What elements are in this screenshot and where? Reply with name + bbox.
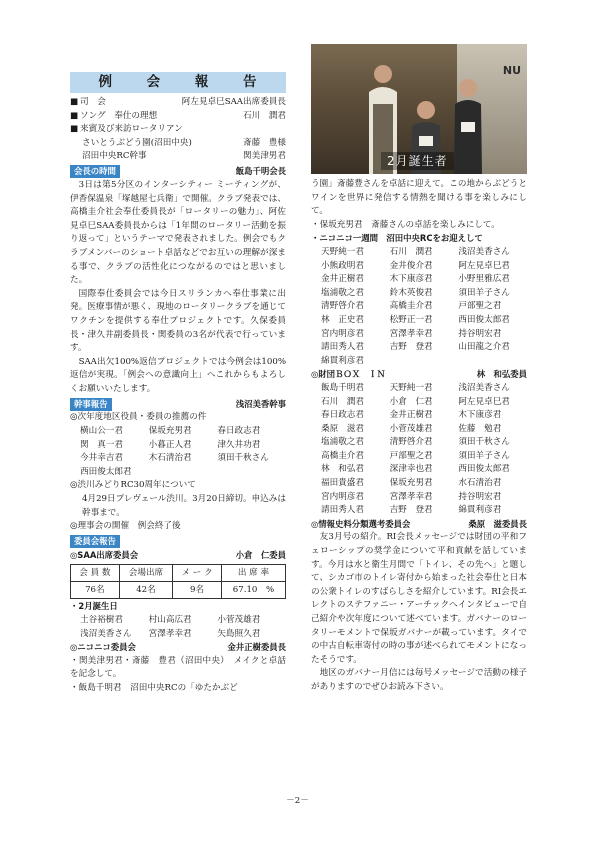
member-name: 小菅茂雄君 <box>217 615 261 625</box>
member-name: 横山公一君 <box>80 426 123 437</box>
member-name: 須田羊子さん <box>458 287 510 298</box>
member-name: 清野啓介君 <box>389 437 433 448</box>
history-title: ◎情報史料分類選考委員会 <box>311 518 411 529</box>
member-name: 塩浦敬之君 <box>321 437 364 448</box>
member-name: 石川 潤君 <box>321 396 364 407</box>
member-name: 春日政志君 <box>217 426 261 437</box>
saa-row <box>70 549 286 563</box>
member-name: 林 正史君 <box>321 314 364 325</box>
member-name: 土谷裕樹君 <box>80 615 123 625</box>
role-row <box>70 96 286 110</box>
role-label: ソング 奉仕の理想 <box>80 110 158 121</box>
member-name: 小菅茂雄君 <box>389 423 433 434</box>
member-name: 持谷明宏君 <box>458 328 502 339</box>
box-title: ◎財団ＢＯＸ ＩＮ <box>311 369 386 380</box>
attendance-value-row <box>71 582 286 599</box>
member-name: 清野啓介君 <box>321 301 364 312</box>
birthday-people-grid <box>70 614 286 641</box>
member-name: 関 真一君 <box>80 439 123 450</box>
secretary-item3-title: ◎理事会の開催 例会終了後 <box>70 521 181 532</box>
guest-affiliation: さいとうぶどう園(沼田中央) <box>82 137 192 148</box>
committee-badge: 委員会報告 <box>70 535 120 548</box>
role-label: 司 会 <box>80 97 106 107</box>
member-name: 宮内明彦君 <box>321 491 364 502</box>
member-name: 小倉 仁君 <box>389 396 433 407</box>
member-name: 鈴木英俊君 <box>389 287 433 298</box>
attendance-header-cell: 会場出席 <box>119 565 172 582</box>
member-name: 金井正樹君 <box>389 410 433 421</box>
president-badge: 会長の時間 <box>70 165 120 178</box>
role-mark: ■ <box>70 97 79 107</box>
member-name: 木石清治君 <box>148 453 192 464</box>
attendance-value-cell: 67.10 % <box>221 582 285 599</box>
member-name: 西田俊太郎君 <box>458 464 510 475</box>
history-message <box>311 531 527 694</box>
secretary-people-grid <box>70 425 286 479</box>
box-person: 林 和弘委員 <box>476 369 527 380</box>
birthday-photo <box>311 44 527 174</box>
secretary-badge: 幹事報告 <box>70 398 112 411</box>
member-name: 桑原 滋君 <box>321 423 364 434</box>
hosaka-line: ・保坂充男君 斎藤さんの卓話を楽しみにして。 <box>311 219 500 230</box>
member-name: 矢島照久君 <box>217 628 261 639</box>
member-name: 西田俊太郎君 <box>80 466 132 477</box>
saa-title: ◎SAA出席委員会 <box>70 549 139 560</box>
member-name: 綿貫利彦君 <box>458 505 502 516</box>
role-row <box>70 123 286 137</box>
attendance-value-cell: 42名 <box>119 582 172 599</box>
member-name: 春日政志君 <box>321 410 364 421</box>
member-name: 小暮正人君 <box>148 439 192 450</box>
member-name: 請田秀人君 <box>321 342 364 353</box>
niko-continued: う園」斎藤豊さんを卓話に迎えて。この地からぶどうとワインを世界に発信する情熱を聞ける事を楽しみにして。 <box>311 179 527 217</box>
member-name: 小野里雅広君 <box>458 274 510 285</box>
secretary-item1-title: ◎次年度地区役員・委員の推薦の件 <box>70 412 207 423</box>
member-name: 綿貫利彦君 <box>321 355 364 366</box>
guest-row <box>70 137 286 151</box>
member-name: 佐藤 勉君 <box>458 423 502 434</box>
member-name: 戸部聖之君 <box>458 301 502 312</box>
attendance-header-cell: メ ー ク <box>173 565 222 582</box>
member-name: 須田千秋さん <box>458 437 510 448</box>
member-name: 吉野 登君 <box>389 505 433 516</box>
guests-list <box>70 137 286 164</box>
member-name: 天野純一君 <box>389 382 433 393</box>
member-name: 宮澤孝幸君 <box>389 491 433 502</box>
attendance-table <box>70 564 286 599</box>
member-name: 飯島千明君 <box>321 382 364 393</box>
history-row <box>311 518 527 532</box>
role-label: 来賓及び来訪ロータリアン <box>80 124 183 135</box>
president-header <box>70 165 286 179</box>
member-name: 西田俊太郎君 <box>458 314 510 325</box>
box-row <box>311 368 527 382</box>
guest-row <box>70 150 286 164</box>
photo-caption: 2月誕生者 <box>381 152 454 170</box>
niko-body-1: ・関美津男君・斎藤 豊君（沼田中央） メイクと卓話を記念して。 <box>70 655 286 680</box>
member-name: 福田貴盛君 <box>321 478 364 489</box>
role-mark: ■ <box>70 124 79 135</box>
member-name: 保坂充男君 <box>148 426 192 437</box>
member-name: 小熊政明君 <box>321 260 364 271</box>
member-name: 須田千秋さん <box>217 453 269 464</box>
secretary-item2-body: 4月29日プレヴェール渋川。3月20日締切。申込みは幹事まで。 <box>82 494 286 518</box>
attendance-header-cell: 会 員 数 <box>71 565 120 582</box>
niko-title: ◎ニコニコ委員会 <box>70 642 136 653</box>
right-column <box>311 44 527 695</box>
guest-name: 関美津男君 <box>243 151 286 162</box>
member-name: 金井俊介君 <box>389 260 433 271</box>
member-name: 持谷明宏君 <box>458 491 502 502</box>
secretary-item2-title: ◎渋川みどりRC30周年について <box>70 480 196 491</box>
role-row <box>70 110 286 124</box>
secretary-name: 浅沼美香幹事 <box>235 398 286 409</box>
member-name: 林 和弘君 <box>321 464 364 475</box>
birthday-title: ・2月誕生日 <box>70 601 118 612</box>
committee-header <box>70 535 286 549</box>
box-people-grid <box>311 382 527 518</box>
paragraph: 3日は第5分区のインターシティー ミーティングが、伊香保温泉「塚越屋七兵衛」で開催。クラブ発表では、高橋圭介社会奉仕委員長が「ロータリーの魅力」、阿佐見卓巳SAA委員長からは「1年間のロータリー活動を振り返って」というテーマで発表されました。例会でもクラブメンバーのショート卓話などでお互いの理解が深まる事で、クラブの活性化につながるのではと思いました。 <box>70 179 286 286</box>
attendance-value-cell: 9名 <box>173 582 222 599</box>
member-name: 高橋圭介君 <box>321 450 364 461</box>
member-name: 高橋圭介君 <box>389 301 433 312</box>
left-column <box>70 72 286 696</box>
page-title: 例 会 報 告 <box>70 72 286 93</box>
member-name: 木下康彦君 <box>458 410 502 421</box>
niko-row <box>70 641 286 655</box>
member-name: 阿左見卓巳君 <box>458 260 510 271</box>
member-name: 浅沼美香さん <box>458 382 510 393</box>
roles-list <box>70 96 286 137</box>
member-name: 戸部聖之君 <box>389 450 433 461</box>
niko-body-2: ・飯島千明君 沼田中央RCの「ゆたかぶど <box>70 682 238 693</box>
niko-week-people-grid <box>311 246 527 368</box>
niko-person: 金井正樹委員長 <box>227 642 286 653</box>
saa-person: 小倉 仁委員 <box>235 549 286 560</box>
member-name: 阿左見卓巳君 <box>458 396 510 407</box>
member-name: 吉野 登君 <box>389 342 433 353</box>
attendance-header-cell: 出 席 率 <box>221 565 285 582</box>
member-name: 宮澤孝幸君 <box>148 628 192 639</box>
member-name: 金井正樹君 <box>321 274 364 285</box>
member-name: 木下康彦君 <box>389 274 433 285</box>
president-message <box>70 179 286 397</box>
member-name: 松野正一君 <box>389 314 433 325</box>
guest-name: 斎藤 豊様 <box>243 137 286 148</box>
page-number: －2－ <box>286 796 309 806</box>
paragraph: SAA出欠100%返信プロジェクトでは今例会は100%返信が実現。「例会への意識向上」へこれからもよろしくお願いいたします。 <box>70 356 286 394</box>
member-name: 山田龍之介君 <box>458 342 510 353</box>
member-name: 浅沼美香さん <box>80 628 132 639</box>
attendance-value-cell: 76名 <box>71 582 120 599</box>
member-name: 塩浦敬之君 <box>321 287 364 298</box>
role-value: 石川 潤君 <box>243 110 286 121</box>
member-name: 石川 潤君 <box>389 246 433 257</box>
niko-week-title: ・ニコニコ一週間 沼田中央RCをお迎えして <box>311 233 483 244</box>
attendance-header-row <box>71 565 286 582</box>
member-name: 津久井功君 <box>217 439 261 450</box>
member-name: 宮澤孝幸君 <box>389 328 433 339</box>
member-name: 深津幸也君 <box>389 464 433 475</box>
member-name: 請田秀人君 <box>321 505 364 516</box>
paragraph: 友3月号の紹介。RI会長メッセージでは財団の平和フェローシップの奨学金について平和貢献を話しています。今月は水と衛生月間で「トイレ、その先へ」と題して、シカゴ市のトイレ寄付から始まった社会奉仕と日本の公衆トイレのすばらしさを紹介しています。RI会長エレクトのステファニー・アーチックへインタビューで自己紹介や次年度について述べています。ガバナーのロータリーモメントで保坂ガバナーが載っています。タイでの中古自転車寄付の時の事が述べられてモメントになったそうです。 <box>311 532 527 665</box>
secretary-header <box>70 397 286 411</box>
guest-affiliation: 沼田中央RC幹事 <box>82 151 147 162</box>
member-name: 村山高広君 <box>148 615 192 625</box>
history-person: 桑原 滋委員長 <box>468 518 527 529</box>
member-name: 宮内明彦君 <box>321 328 364 339</box>
role-mark: ■ <box>70 110 79 121</box>
member-name: 今井幸吉君 <box>80 453 123 464</box>
role-value: 阿左見卓巳SAA出席委員長 <box>181 97 286 107</box>
photo-wall-text: NU <box>502 64 521 77</box>
member-name: 水石清治君 <box>458 478 502 489</box>
paragraph: 国際奉仕委員会では今日スリランカへ奉仕事業に出発。医療事情が悪く、現地のロータリークラブを通じてワクチンを提供する奉仕プロジェクトです。久保委員長・津久井副委員長・関委員の3名が代表で行っています。 <box>70 288 286 354</box>
president-name: 飯島千明会長 <box>235 166 286 177</box>
paragraph: 地区のガバナー月信には毎号メッセージで活動の様子がありますのでぜひお読み下さい。 <box>311 668 527 692</box>
member-name: 天野純一君 <box>321 246 364 257</box>
member-name: 須田羊子さん <box>458 450 510 461</box>
member-name: 保坂充男君 <box>389 478 433 489</box>
member-name: 浅沼美香さん <box>458 246 510 257</box>
